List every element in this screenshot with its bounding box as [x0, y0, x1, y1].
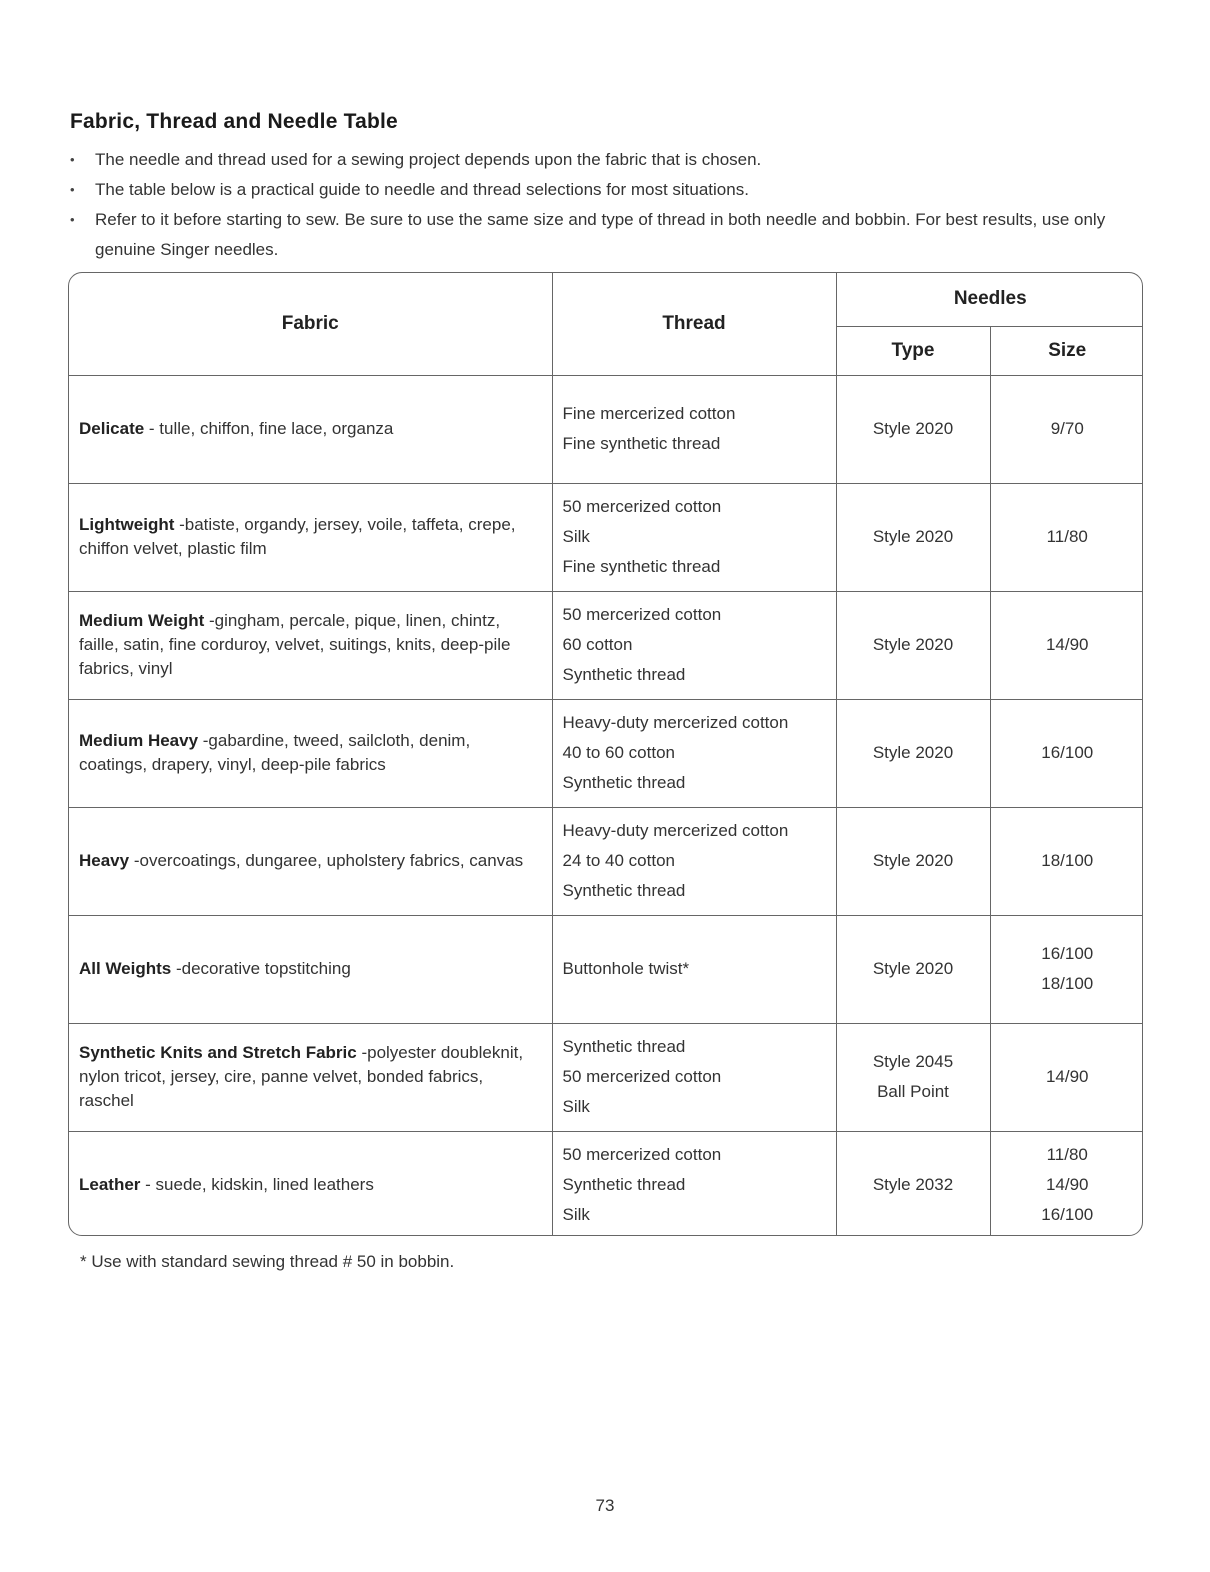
- thread-cell-line: Heavy-duty mercerized cotton: [562, 821, 789, 840]
- fabric-name: Medium Weight: [79, 611, 205, 630]
- bullet-item: • Refer to it before starting to sew. Be sure to use the same size and type of thread in both needle and bobbin. For best results, use only genuine Singer needles.: [70, 205, 1130, 265]
- footnote: * Use with standard sewing thread # 50 in bobbin.: [80, 1252, 455, 1271]
- needle-size-cell-line: 18/100: [1041, 851, 1094, 870]
- header-needles: Needles: [836, 273, 1143, 326]
- thread-cell-line: 40 to 60 cotton: [562, 743, 675, 762]
- fabric-description: -polyester doubleknit, nylon tricot, jersey, cire, panne velvet, bonded fabrics, raschel: [79, 1043, 524, 1110]
- thread-cell-line: Buttonhole twist*: [562, 959, 690, 978]
- table-row: [69, 1023, 1143, 1131]
- bullet-item: • The table below is a practical guide to needle and thread selections for most situations.: [70, 175, 1130, 205]
- fabric-description: -gingham, percale, pique, linen, chintz, faille, satin, fine corduroy, velvet, suitings, knits, deep-pile fabrics, vinyl: [79, 611, 511, 678]
- needle-type-cell: [836, 591, 990, 699]
- fabric-name: Delicate: [79, 419, 145, 438]
- fabric-description: -overcoatings, dungaree, upholstery fabrics, canvas: [129, 851, 524, 870]
- thread-cell-line: Synthetic thread: [562, 665, 686, 684]
- page-number: 73: [595, 1496, 615, 1515]
- needle-size-cell-line: 14/90: [1045, 635, 1089, 654]
- needle-type-cell-line: Style 2020: [872, 635, 954, 654]
- page-title: Fabric, Thread and Needle Table: [70, 110, 398, 133]
- thread-cell-line: Heavy-duty mercerized cotton: [562, 713, 789, 732]
- thread-cell-line: 60 cotton: [562, 635, 633, 654]
- fabric-description: -decorative topstitching: [171, 959, 351, 978]
- needle-size-cell-line: 18/100: [1041, 974, 1094, 993]
- needle-size-cell-line: 16/100: [1041, 944, 1094, 963]
- fabric-cell: [69, 483, 552, 591]
- table-body: [69, 375, 1143, 1236]
- table-row: [69, 699, 1143, 807]
- thread-cell-line: Silk: [562, 1097, 590, 1116]
- needle-type-cell-line: Style 2032: [872, 1175, 954, 1195]
- table-row: [69, 591, 1143, 699]
- needle-size-cell: [990, 483, 1143, 591]
- thread-cell-line: Fine synthetic thread: [562, 434, 721, 453]
- needle-size-cell-line: 16/100: [1041, 743, 1094, 762]
- needle-size-cell: [990, 699, 1143, 807]
- thread-cell: [552, 483, 836, 591]
- fabric-name: Medium Heavy: [79, 731, 199, 750]
- fabric-description: -batiste, organdy, jersey, voile, taffeta, crepe, chiffon velvet, plastic film: [79, 515, 516, 558]
- thread-cell-line: Fine synthetic thread: [562, 557, 721, 576]
- needle-size-cell: [990, 591, 1143, 699]
- needle-type-cell-line: Style 2020: [872, 527, 954, 546]
- thread-cell-line: 50 mercerized cotton: [562, 1067, 722, 1086]
- thread-cell: [552, 699, 836, 807]
- needle-size-cell: [990, 375, 1143, 483]
- needle-type-cell: [836, 699, 990, 807]
- fabric-cell: [69, 1023, 552, 1131]
- thread-cell: [552, 1131, 836, 1236]
- needle-type-cell: [836, 807, 990, 915]
- fabric-name: All Weights: [79, 959, 172, 978]
- fabric-description: -gabardine, tweed, sailcloth, denim, coatings, drapery, vinyl, deep-pile fabrics: [79, 731, 471, 774]
- thread-cell-line: Synthetic thread: [562, 773, 686, 792]
- fabric-name: Leather: [79, 1175, 141, 1195]
- fabric-thread-needle-table: [68, 272, 1143, 1236]
- bullet-item: • The needle and thread used for a sewing project depends upon the fabric that is chosen.: [70, 145, 1130, 175]
- fabric-cell: [69, 591, 552, 699]
- needle-type-cell-line: Style 2020: [872, 959, 954, 978]
- needle-type-cell: [836, 483, 990, 591]
- needle-type-cell-line: Style 2045: [872, 1052, 954, 1071]
- header-thread: Thread: [552, 273, 836, 375]
- needle-size-cell: [990, 1023, 1143, 1131]
- table-row: [69, 915, 1143, 1023]
- thread-cell-line: Fine mercerized cotton: [562, 404, 736, 423]
- fabric-cell: [69, 915, 552, 1023]
- table-row: [69, 807, 1143, 915]
- header-size: Size: [990, 326, 1143, 375]
- header-type: Type: [836, 326, 990, 375]
- needle-type-cell: [836, 1023, 990, 1131]
- thread-cell: [552, 591, 836, 699]
- needle-type-cell: [836, 915, 990, 1023]
- thread-cell-line: 24 to 40 cotton: [562, 851, 675, 870]
- needle-type-cell-line: Ball Point: [877, 1082, 949, 1101]
- thread-cell: [552, 1023, 836, 1131]
- thread-cell-line: 50 mercerized cotton: [562, 497, 722, 516]
- needle-size-cell-line: 14/90: [1045, 1067, 1089, 1086]
- thread-cell: [552, 375, 836, 483]
- needle-type-cell: [836, 1131, 990, 1236]
- needle-type-cell-line: Style 2020: [872, 419, 954, 438]
- needle-size-cell-line: 9/70: [1050, 419, 1084, 438]
- needle-size-cell-line: 11/80: [1046, 1145, 1088, 1165]
- header-fabric: Fabric: [69, 273, 552, 375]
- needle-size-cell: [990, 915, 1143, 1023]
- intro-bullet-list: [70, 145, 1130, 265]
- needle-type-cell-line: Style 2020: [872, 743, 954, 762]
- table-row: [69, 483, 1143, 591]
- thread-cell-line: 50 mercerized cotton: [562, 1145, 722, 1165]
- thread-cell-line: Synthetic thread: [562, 881, 686, 900]
- thread-cell: [552, 807, 836, 915]
- needle-size-cell-line: 14/90: [1045, 1175, 1089, 1195]
- needle-size-cell-line: 11/80: [1046, 527, 1088, 546]
- thread-cell: [552, 915, 836, 1023]
- fabric-cell: [69, 1131, 552, 1236]
- needle-size-cell-line: 16/100: [1041, 1205, 1094, 1225]
- fabric-cell: [69, 699, 552, 807]
- fabric-name: Lightweight: [79, 515, 175, 534]
- fabric-description: - suede, kidskin, lined leathers: [140, 1175, 374, 1195]
- fabric-cell: [69, 375, 552, 483]
- fabric-description: - tulle, chiffon, fine lace, organza: [144, 419, 394, 438]
- thread-cell-line: Synthetic thread: [562, 1037, 686, 1056]
- thread-cell-line: 50 mercerized cotton: [562, 605, 722, 624]
- needle-type-cell: [836, 375, 990, 483]
- table-row: [69, 1131, 1143, 1236]
- needle-type-cell-line: Style 2020: [872, 851, 954, 870]
- fabric-cell: [69, 807, 552, 915]
- thread-cell-line: Silk: [562, 1205, 590, 1225]
- fabric-name: Synthetic Knits and Stretch Fabric: [79, 1043, 357, 1062]
- table-row: [69, 375, 1143, 483]
- fabric-name: Heavy: [79, 851, 130, 870]
- needle-size-cell: [990, 807, 1143, 915]
- thread-cell-line: Synthetic thread: [562, 1175, 686, 1195]
- thread-cell-line: Silk: [562, 527, 590, 546]
- needle-size-cell: [990, 1131, 1143, 1236]
